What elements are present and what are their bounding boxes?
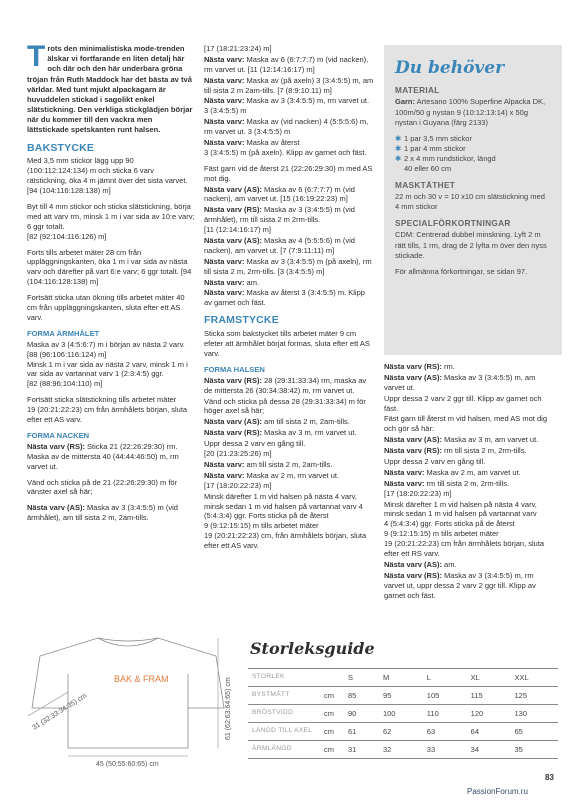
bold-label: Nästa varv (RS):: [384, 570, 442, 580]
bold-label: Nästa varv:: [384, 467, 425, 477]
paragraph: [204, 236, 374, 256]
paragraph: Uppr dessa 2 varv 2 ggr till. Klipp av garnet och fäst.: [384, 393, 542, 413]
list-item: [395, 134, 551, 144]
text: Artesano 100% Superfine Alpacka DK, 100m/50 g nystan 9 (10:12:13:14) x 50g nystan i Guyana (färg 2133): [395, 97, 546, 127]
box-title: Du behöver: [395, 58, 505, 78]
paragraph: [204, 138, 374, 158]
star-icon: ✱: [395, 133, 402, 143]
table-cell: 62: [379, 723, 423, 741]
bold-label: Nästa varv:: [204, 138, 245, 148]
paragraph: [384, 479, 556, 499]
paragraph: Vänd och sticka på dessa 28 (29:31:33:34) m för höger axel så här;: [204, 396, 366, 416]
bold-label: Nästa varv:: [204, 75, 245, 85]
text: am till sista 2 m, 2am-tills.: [261, 417, 350, 427]
table-cell: 61: [344, 723, 379, 741]
paragraph: [384, 373, 556, 393]
paragraph: [204, 376, 374, 396]
materials-box: [384, 45, 562, 355]
gauge-text: 22 m och 30 v = 10 x10 cm slätstickning med 4 mm stickor: [395, 192, 545, 212]
paragraph: Med 3,5 mm stickor lägg upp 90 (100:112:124:134) m och sticka 6 varv rätstickning, öka 4 m jämnt över det sista varvet. [94 (104:116:128:138) m]: [27, 156, 188, 196]
table-cell: 65: [511, 723, 558, 741]
column-right: [384, 362, 556, 606]
text: Maska av 3 m, rm varvet ut.: [261, 428, 357, 438]
bold-label: Nästa varv:: [204, 54, 245, 64]
intro-paragraph: [27, 40, 195, 136]
header-label: STORLEK: [248, 669, 320, 687]
paragraph: Sticka som bakstycket tills arbetet mäter 9 cm efeter att ärmhålet börjat formas, sluta efter ett AS varv.: [204, 329, 370, 358]
paragraph: Maska av 3 (4:5:6:7) m i början av nästa 2 varv. [88 (96:106:116:124) m] Minsk 1 m i var sida av nästa 2 varv, minsk 1 m i var sida av vartannat varv 1 (2:3:4:5) ggr. [82 (88:96:104:110) m]: [27, 339, 188, 389]
paragraph: [27, 442, 195, 472]
table-cell: 110: [423, 705, 467, 723]
table-row: [248, 687, 558, 705]
text: am till sista 2 m, 2am-tills.: [244, 459, 333, 469]
bold-label: Nästa varv (AS):: [384, 435, 442, 445]
row-unit: cm: [320, 705, 344, 723]
subheading-halsen: FORMA HALSEN: [204, 364, 265, 374]
row-unit: cm: [320, 687, 344, 705]
paragraph: Fäst garn vid de återst 21 (22:26:29:30) m med AS mot dig.: [204, 163, 373, 183]
column-middle: [204, 44, 374, 557]
text: Maska av 3 (3:4:5:5) m (vid ärmhålet), rm till sista 2 m 2rm-tills. [11 (12:14:16:17) m]: [204, 205, 355, 235]
paragraph: [384, 435, 556, 445]
bold-label: Nästa varv (RS):: [204, 428, 262, 438]
paragraph: Uppr dessa 2 varv en gång till. [20 (21:23:25:26) m]: [204, 439, 306, 459]
text: Maska av 4 (5:5:5:6) m (vid nacken), am varvet ut. [7 (7:9:11:11) m]: [204, 236, 355, 255]
text: 28 (29:31:33:34) rm, maska av de mittersta 26 (30:34:38:42) m, rm varvet ut.: [204, 375, 367, 395]
paragraph: Forts tills arbetet mäter 28 cm från uppläggningskanten, öka 1 m i var sida av nästa varv och därefter på vart 6:e varv; 6 ggr totalt. [94 (104:116:128:138) m]: [27, 247, 192, 287]
material-heading: MATERIAL: [395, 85, 440, 96]
paragraph: Fortsätt sticka slätstickning tills arbetet mäter 19 (20:21:22:23) cm från ärmhålets början, sluta efter ett AS varv.: [27, 395, 188, 425]
table-cell: 125: [511, 687, 558, 705]
paragraph: Minsk därefter 1 m vid halsen på nästa 4 varv, minsk sedan 1 m vid halsen på vartannat varv 4 (5:4:3:4) ggr. Forts sticka på de återst 9 (9:12:15:15) m tills arbetet mäter 19 (20:21:22:23) cm, från ärmhålets början, sluta efter ett AS varv.: [204, 491, 367, 551]
bold-label: Nästa varv (AS):: [204, 417, 262, 427]
paragraph: [204, 76, 374, 96]
paragraph: [204, 185, 374, 205]
text: Maska av återst 3 (3:4:5:5) m (på axeln). Klipp av garnet och fäst.: [204, 138, 367, 157]
table-cell: 85: [344, 687, 379, 705]
text: Maska av 2 m, rm varvet ut. [17 (18:20:22:23) m]: [204, 470, 340, 490]
drop-cap: T: [27, 40, 46, 73]
paragraph: [204, 288, 374, 308]
row-unit: cm: [320, 741, 344, 759]
size-header: XXL: [511, 669, 558, 687]
table-cell: 64: [467, 723, 511, 741]
table-cell: [320, 669, 344, 687]
table-row: [248, 741, 558, 759]
text: Maska av 3 (3:4:5:5) m, rm varvet ut, uppr dessa 2 varv 2 ggr till. Klipp av garnet och fäst.: [384, 570, 536, 600]
paragraph: [384, 362, 556, 372]
paragraph: Fortsätt sticka utan ökning tills arbetet mäter 40 cm från uppläggningskanten, sluta efter ett AS varv.: [27, 293, 185, 322]
size-header: XL: [467, 669, 511, 687]
row-label: BRÖSTVIDD: [248, 705, 320, 723]
size-header: M: [379, 669, 423, 687]
table-cell: 90: [344, 705, 379, 723]
text: Maska av (på axeln) 3 (3:4:5:5) m, am till sista 2 m 2am-tills. [7 (8:9:10:11) m]: [204, 75, 374, 95]
paragraph: [27, 503, 195, 523]
bold-label: Nästa varv (RS):: [384, 446, 442, 456]
row-unit: cm: [320, 723, 344, 741]
size-table: [248, 668, 558, 759]
paragraph: Vänd och sticka på de 21 (22:26:29:30) m för vänster axel så här;: [27, 477, 178, 497]
list-item-text: 2 x 4 mm rundstickor, längd 40 eller 60 cm: [404, 154, 496, 174]
bold-label: Nästa varv (AS):: [384, 559, 442, 569]
row-label: ÄRMLÄNGD: [248, 741, 320, 759]
bold-label: Nästa varv (RS):: [204, 375, 262, 385]
paragraph: [384, 571, 556, 601]
bold-label: Nästa varv (AS):: [204, 184, 262, 194]
site-watermark: PassionForum.ru: [467, 787, 528, 796]
garment-outline: [32, 638, 224, 748]
text: Maska av 3 (3:4:5:5) m (vid ärmhålet), am till sista 2 m, 2am-tills.: [27, 503, 178, 523]
text: Maska av 3 (3:4:5:5) m, am varvet ut.: [384, 372, 536, 392]
paragraph: [204, 205, 374, 235]
size-header: S: [344, 669, 379, 687]
table-cell: 100: [379, 705, 423, 723]
paragraph: [204, 460, 374, 470]
width-dimension: 45 (50:55:60:65) cm: [96, 761, 159, 768]
size-guide-title: Storleksguide: [250, 639, 375, 658]
abbreviations-text: CDM: Centrerad dubbel minskning. Lyft 2 m rätt tills, 1 rm, drag de 2 lyfta m över den nyss stickade.: [395, 230, 547, 260]
bold-label: Garn:: [395, 97, 416, 107]
paragraph: [204, 278, 374, 288]
bold-label: Nästa varv (RS):: [384, 362, 442, 371]
size-header: L: [423, 669, 467, 687]
paragraph: Fäst garn till återst m vid halsen, med AS mot dig och gör så här:: [384, 414, 547, 434]
paragraph: [204, 55, 374, 75]
paragraph: [384, 560, 556, 570]
bold-label: Nästa varv:: [204, 96, 245, 106]
gauge-heading: MASKTÄTHET: [395, 180, 456, 191]
text: Sticka 21 (22:26:29:30) rm. Maska av de mittersta 40 (44:44:46:50) m, rm varvet ut.: [27, 441, 179, 471]
paragraph: [204, 96, 374, 116]
bold-label: Nästa varv:: [204, 470, 245, 480]
table-header-row: [248, 669, 558, 687]
bold-label: Nästa varv:: [384, 478, 425, 488]
text: Maska av 3 (3:4:5:5) m, rm varvet ut. 3 (3:4:5:5) m: [204, 96, 370, 116]
paragraph: [204, 257, 374, 277]
list-item: [395, 154, 551, 174]
paragraph: Byt till 4 mm stickor och sticka slätstickning, börja med att varv rm, minsk 1 m i var sida av 10:e varv; 6 ggr totalt. [82 (92:104:116:126) m]: [27, 201, 195, 241]
subheading-armhalet: FORMA ÄRMHÅLET: [27, 328, 100, 338]
section-heading-bakstycke: BAKSTYCKE: [27, 141, 95, 154]
page-number: 83: [545, 773, 554, 782]
paragraph: [204, 471, 374, 491]
diagram-label: BAK & FRAM: [114, 674, 169, 684]
text: rm till sista 2 m, 2rm-tills.: [441, 446, 527, 456]
yarn-text: [395, 97, 551, 127]
table-row: [248, 723, 558, 741]
star-icon: ✱: [395, 143, 402, 153]
abbreviations-heading: SPECIALFÖRKORTNINGAR: [395, 218, 511, 229]
text: Maska av 3 m, am varvet ut.: [441, 435, 539, 445]
table-cell: 63: [423, 723, 467, 741]
text: am.: [244, 277, 260, 287]
table-row: [248, 705, 558, 723]
paragraph: [384, 468, 556, 478]
general-abbreviations-note: För allmänna förkortningar, se sidan 97.: [395, 266, 528, 276]
garment-schematic: [28, 630, 233, 770]
text: Maska av 6 (6:7:7:7) m (vid nacken), am varvet ut. [15 (16:19:22:23) m]: [204, 184, 355, 204]
bold-label: Nästa varv (RS):: [204, 205, 262, 215]
bold-label: Nästa varv:: [204, 459, 245, 469]
bold-label: Nästa varv (AS):: [204, 236, 262, 246]
text: Maska av återst 3 (3:4:5:5) m. Klipp av garnet och fäst.: [204, 288, 365, 308]
table-cell: 34: [467, 741, 511, 759]
height-dimension: 61 (62:63:64:65) cm: [225, 677, 232, 740]
intro-text: rots den minimalistiska mode-trenden älskar vi fortfarande en liten detalj här och där och den här underbara gröna tröjan från Ruth Maddock har det bästa av två världar. Med tunt mjukt alpackagarn är huvuddelen stickad i sagolikt enkel slätstickning. Den verkliga stickglädjen börjar när du kommer till den vackra men lättstickade spetskanten runt halsen.: [27, 44, 193, 135]
table-cell: 31: [344, 741, 379, 759]
bold-label: Nästa varv:: [204, 256, 245, 266]
section-heading-framstycke: FRAMSTYCKE: [204, 314, 279, 327]
paragraph: [204, 428, 374, 438]
bold-label: Nästa varv:: [204, 288, 245, 298]
paragraph: [17 (18:21:23:24) m]: [204, 44, 272, 53]
bold-label: Nästa varv (AS):: [384, 372, 442, 382]
paragraph: [384, 446, 556, 456]
bold-label: Nästa varv:: [204, 117, 245, 127]
table-cell: 32: [379, 741, 423, 759]
subheading-nacken: FORMA NACKEN: [27, 430, 90, 440]
bold-label: Nästa varv:: [204, 277, 245, 287]
text: Maska av 2 m, am varvet ut.: [424, 467, 521, 477]
text: Maska av 3 (3:4:5:5) m (på axeln), rm till sista 2 m, 2rm-tills. [3 (3:4:5:5) m]: [204, 256, 372, 276]
table-cell: 35: [511, 741, 558, 759]
sleeve-dimension: 31 (32:33:34:35) cm: [31, 692, 89, 732]
text: am.: [441, 559, 457, 569]
text: Maska av 6 (6:7:7:7) m (vid nacken), rm varvet ut. [11 (12:14:16:17) m]: [204, 54, 369, 74]
text: rm till sista 2 m, 2rm-tills. [17 (18:20:22:23) m]: [384, 478, 510, 498]
bold-label: Nästa varv (AS):: [27, 503, 85, 513]
table-cell: 115: [467, 687, 511, 705]
column-left: [27, 40, 195, 529]
paragraph: [204, 117, 374, 137]
table-cell: 130: [511, 705, 558, 723]
bold-label: Nästa varv (RS):: [27, 441, 85, 451]
table-cell: 33: [423, 741, 467, 759]
list-item: [395, 144, 551, 154]
table-cell: 105: [423, 687, 467, 705]
list-item-text: 1 par 3,5 mm stickor: [404, 133, 472, 143]
paragraph: Minsk därefter 1 m vid halsen på nästa 4 varv, minsk sedan 1 m vid halsen på vartannat varv 4 (5:4:3:4) ggr. Forts sticka på de återst 9 (9:12:15:15) m tills arbetet mäter 19 (20:21:22:23) cm från ärmhålets början, sluta efter ett RS varv.: [384, 499, 545, 559]
row-label: LÄNGD TILL AXEL: [248, 723, 320, 741]
star-icon: ✱: [395, 154, 402, 163]
paragraph: Uppr dessa 2 varv en gång till.: [384, 457, 486, 467]
row-label: BYSTMÅTT: [248, 687, 320, 705]
list-item-text: 1 par 4 mm stickor: [404, 143, 466, 153]
paragraph: [204, 417, 374, 427]
table-cell: 120: [467, 705, 511, 723]
text: rm.: [441, 362, 455, 371]
text: Maska av (vid nacken) 4 (5:5:5:6) m, rm varvet ut. 3 (3:4:5:5) m: [204, 117, 369, 137]
table-cell: 95: [379, 687, 423, 705]
